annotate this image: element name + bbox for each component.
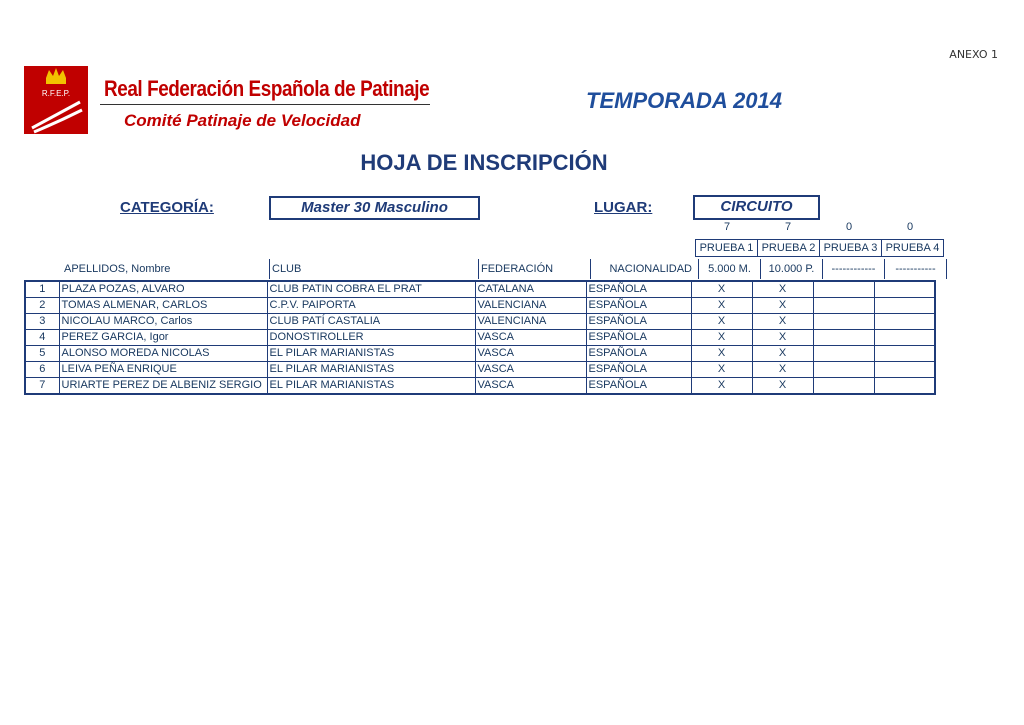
row-number: 6 — [25, 362, 59, 378]
row-prueba3 — [813, 314, 874, 330]
row-prueba1: X — [691, 298, 752, 314]
row-federation: VASCA — [475, 330, 586, 346]
prueba-label: PRUEBA 4 — [882, 240, 944, 257]
column-header — [58, 259, 947, 279]
row-prueba1: X — [691, 314, 752, 330]
sheet-title: HOJA DE INSCRIPCIÓN — [360, 150, 608, 175]
row-club: DONOSTIROLLER — [267, 330, 475, 346]
table-row — [25, 346, 935, 362]
row-prueba2: X — [752, 330, 813, 346]
row-name: LEIVA PEÑA ENRIQUE — [59, 362, 267, 378]
table-row — [25, 281, 935, 298]
row-name: URIARTE PEREZ DE ALBENIZ SERGIO — [59, 378, 267, 395]
committee-name: Comité Patinaje de Velocidad — [124, 111, 361, 130]
row-nationality: ESPAÑOLA — [586, 378, 691, 395]
row-club: EL PILAR MARIANISTAS — [267, 378, 475, 395]
prueba-label: PRUEBA 3 — [820, 240, 882, 257]
row-name: PEREZ GARCIA, Igor — [59, 330, 267, 346]
table-row — [25, 330, 935, 346]
category-label: CATEGORÍA: — [120, 199, 214, 216]
prueba-count: 7 — [723, 221, 731, 233]
rfep-logo — [24, 66, 88, 134]
prueba-count: 0 — [906, 221, 914, 233]
row-prueba3 — [813, 378, 874, 395]
row-prueba2: X — [752, 346, 813, 362]
row-prueba4 — [874, 346, 935, 362]
table-row — [25, 362, 935, 378]
row-prueba1: X — [691, 346, 752, 362]
col-prueba3: ------------ — [823, 259, 885, 279]
row-nationality: ESPAÑOLA — [586, 330, 691, 346]
row-number: 1 — [25, 281, 59, 298]
season-title: TEMPORADA 2014 — [586, 88, 783, 113]
row-number: 4 — [25, 330, 59, 346]
row-prueba3 — [813, 330, 874, 346]
row-prueba4 — [874, 330, 935, 346]
row-prueba2: X — [752, 362, 813, 378]
prueba-header — [695, 239, 944, 257]
col-prueba4: ----------- — [885, 259, 947, 279]
category-value: Master 30 Masculino — [269, 196, 480, 220]
row-federation: VASCA — [475, 346, 586, 362]
row-federation: VASCA — [475, 378, 586, 395]
row-prueba4 — [874, 378, 935, 395]
row-prueba3 — [813, 298, 874, 314]
row-name: PLAZA POZAS, ALVARO — [59, 281, 267, 298]
row-club: CLUB PATÍ CASTALIA — [267, 314, 475, 330]
annex-label: ANEXO 1 — [949, 48, 998, 61]
col-name: APELLIDOS, Nombre — [64, 263, 171, 275]
row-prueba1: X — [691, 378, 752, 395]
row-federation: VALENCIANA — [475, 314, 586, 330]
row-prueba2: X — [752, 298, 813, 314]
prueba-count: 7 — [784, 221, 792, 233]
row-federation: VASCA — [475, 362, 586, 378]
logo-initials: R.F.E.P. — [41, 89, 71, 98]
col-nationality: NACIONALIDAD — [591, 259, 699, 279]
prueba-label: PRUEBA 2 — [758, 240, 820, 257]
table-row — [25, 298, 935, 314]
row-number: 3 — [25, 314, 59, 330]
place-value: CIRCUITO — [693, 195, 820, 220]
row-prueba4 — [874, 314, 935, 330]
row-prueba2: X — [752, 378, 813, 395]
row-prueba1: X — [691, 362, 752, 378]
federation-underline — [100, 104, 430, 105]
row-prueba1: X — [691, 330, 752, 346]
row-nationality: ESPAÑOLA — [586, 346, 691, 362]
row-prueba3 — [813, 362, 874, 378]
col-federation: FEDERACIÓN — [479, 259, 591, 279]
table-row — [25, 378, 935, 395]
row-federation: VALENCIANA — [475, 298, 586, 314]
row-name: TOMAS ALMENAR, CARLOS — [59, 298, 267, 314]
row-name: NICOLAU MARCO, Carlos — [59, 314, 267, 330]
table-row — [25, 314, 935, 330]
place-label: LUGAR: — [594, 199, 653, 216]
row-club: CLUB PATIN COBRA EL PRAT — [267, 281, 475, 298]
row-prueba4 — [874, 298, 935, 314]
col-club: CLUB — [270, 259, 479, 279]
row-prueba1: X — [691, 281, 752, 298]
row-name: ALONSO MOREDA NICOLAS — [59, 346, 267, 362]
row-prueba4 — [874, 362, 935, 378]
row-nationality: ESPAÑOLA — [586, 314, 691, 330]
prueba-count: 0 — [845, 221, 853, 233]
row-prueba3 — [813, 346, 874, 362]
row-number: 5 — [25, 346, 59, 362]
row-number: 7 — [25, 378, 59, 395]
row-club: EL PILAR MARIANISTAS — [267, 346, 475, 362]
row-number: 2 — [25, 298, 59, 314]
row-prueba2: X — [752, 314, 813, 330]
col-prueba2: 10.000 P. — [761, 259, 823, 279]
row-prueba4 — [874, 281, 935, 298]
federation-name: Real Federación Española de Patinaje — [104, 76, 430, 101]
row-nationality: ESPAÑOLA — [586, 362, 691, 378]
row-club: C.P.V. PAIPORTA — [267, 298, 475, 314]
entries-table — [24, 280, 936, 395]
col-prueba1: 5.000 M. — [699, 259, 761, 279]
row-nationality: ESPAÑOLA — [586, 281, 691, 298]
row-nationality: ESPAÑOLA — [586, 298, 691, 314]
prueba-label: PRUEBA 1 — [696, 240, 758, 257]
row-prueba2: X — [752, 281, 813, 298]
row-club: EL PILAR MARIANISTAS — [267, 362, 475, 378]
row-federation: CATALANA — [475, 281, 586, 298]
row-prueba3 — [813, 281, 874, 298]
